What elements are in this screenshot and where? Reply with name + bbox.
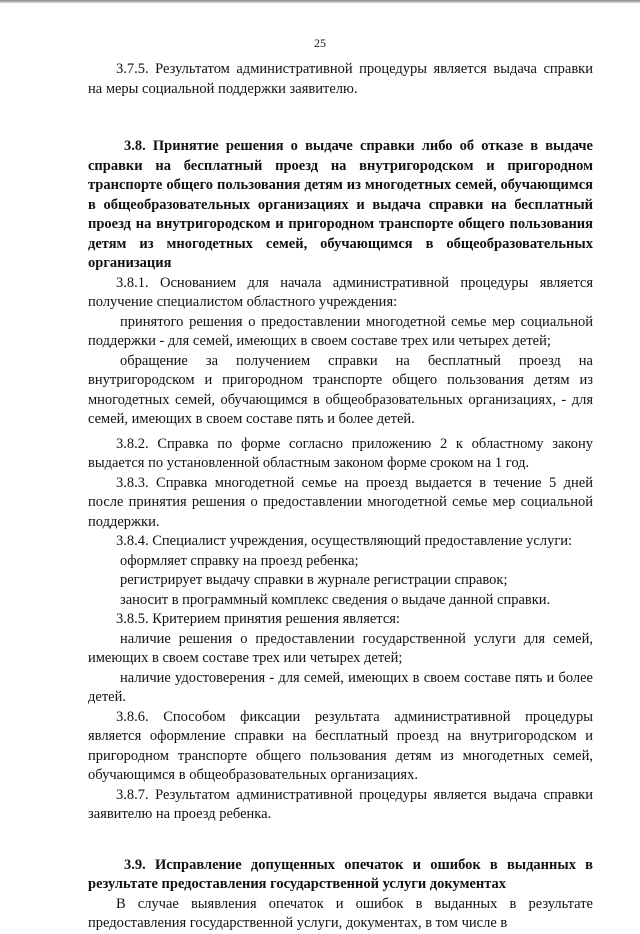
paragraph-3-8-2: 3.8.2. Справка по форме согласно приложению 2 к областному закону выдается по установленной областным законом форме сроком на 1 год. <box>88 435 593 471</box>
paragraph-3-9-text: В случае выявления опечаток и ошибок в выданных в результате предоставления государственной услуги, документах, в том числе в <box>88 895 593 931</box>
paragraph-3-8-4: 3.8.4. Специалист учреждения, осуществляющий предоставление услуги: <box>116 533 573 549</box>
paragraph-3-8-5: 3.8.5. Критерием принятия решения является: <box>116 611 400 627</box>
paragraph-3-8-3: 3.8.3. Справка многодетной семье на проезд выдается в течение 5 дней после принятия решения о предоставлении многодетной семье мер социальной поддержки. <box>88 474 593 530</box>
paragraph-3-8-1: 3.8.1. Основанием для начала административной процедуры является получение специалистом областного учреждения: <box>88 274 593 310</box>
document-body <box>88 60 593 934</box>
scan-edge <box>0 0 640 3</box>
list-item: оформляет справку на проезд ребенка; <box>120 552 359 569</box>
list-item: регистрирует выдачу справки в журнале регистрации справок; <box>120 572 508 588</box>
list-item: наличие решения о предоставлении государственной услуги для семей, имеющих в своем составе трех или четырех детей; <box>88 630 593 666</box>
section-heading-3-8: 3.8. Принятие решения о выдаче справки либо об отказе в выдаче справки на бесплатный проезд на внутригородском и пригородном транспорте общего пользования детям из многодетных семей, обучающимся в общеобразовательных организациях и выдача справки на бесплатный проезд на внутригородском и пригородном транспорте общего пользования детям из многодетных семей, обучающимся в общеобразовательных организация <box>88 138 593 271</box>
paragraph-3-8-7: 3.8.7. Результатом административной процедуры является выдача справки заявителю на проезд ребенка. <box>88 786 593 822</box>
paragraph-3-7-5: 3.7.5. Результатом административной процедуры является выдача справки на меры социальной поддержки заявителю. <box>88 61 593 97</box>
section-heading-3-9: 3.9. Исправление допущенных опечаток и ошибок в выданных в результате предоставления государственной услуги документах <box>88 856 593 892</box>
list-item: обращение за получением справки на бесплатный проезд на внутригородском и пригородном транспорте общего пользования детям из многодетных семей, обучающимся в общеобразовательных организациях, - для семей, имеющих в своем составе пять и более детей. <box>88 352 593 427</box>
paragraph-3-8-6: 3.8.6. Способом фиксации результата административной процедуры является оформление справки на бесплатный проезд на внутригородском и пригородном транспорте общего пользования детям из многодетных семей, обучающимся в общеобразовательных организациях. <box>88 708 593 783</box>
list-item: заносит в программный комплекс сведения о выдаче данной справки. <box>120 591 551 608</box>
page-number: 25 <box>314 36 326 50</box>
list-item: принятого решения о предоставлении многодетной семье мер социальной поддержки - для семей, имеющих в своем составе трех или четырех детей; <box>88 313 593 349</box>
list-item: наличие удостоверения - для семей, имеющих в своем составе пять и более детей. <box>88 669 593 705</box>
